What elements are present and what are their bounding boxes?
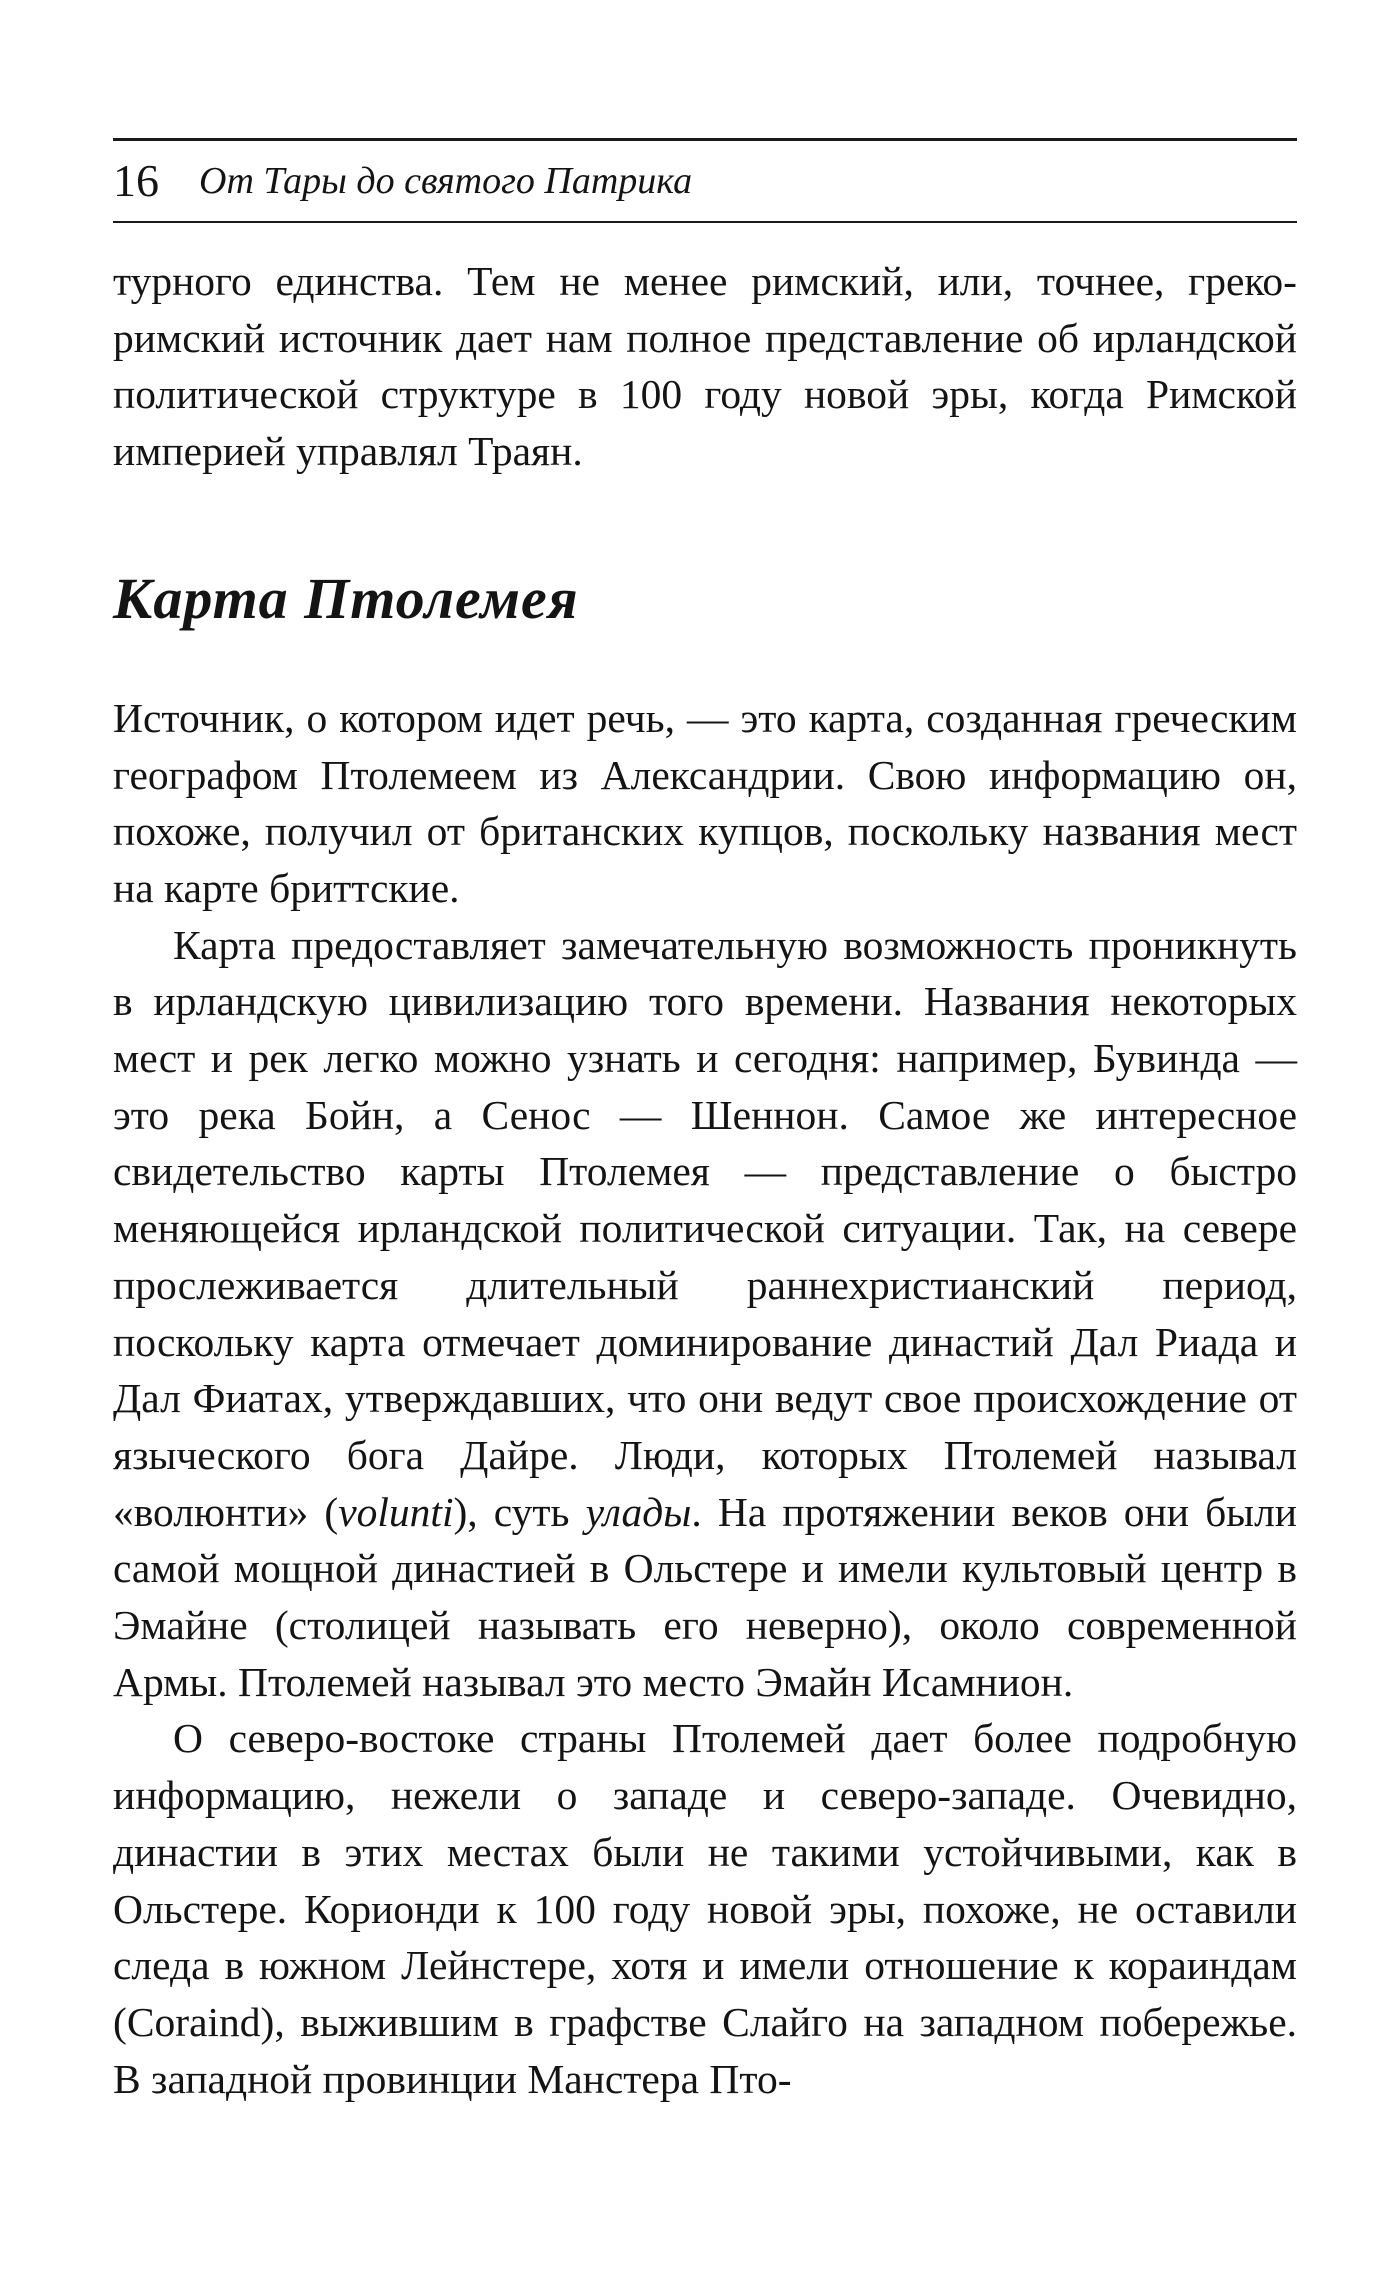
latin-term: volunti — [338, 1488, 454, 1535]
running-title: От Тары до святого Патрика — [199, 160, 693, 202]
running-header — [113, 138, 1297, 223]
paragraph-1: Источник, о котором идет речь, — это карта, созданная греческим географом Птолемеем из Александрии. Свою информацию он, похоже, получил от британских купцов, поскольку названия мест на карте бриттские. — [113, 694, 1297, 911]
paragraph-2 — [113, 917, 1297, 1711]
book-page — [113, 138, 1297, 2107]
section-heading: Карта Птолемея — [113, 565, 579, 631]
paragraph-2-part-c: . На протяжении веков они были самой мощной династией в Ольстере и имели культовый центр в Эмайне (столицей называть его неверно), около современной Армы. Птолемей называл это место Эмайн Исамнион. — [113, 1488, 1297, 1705]
paragraph-2-part-b: ), суть — [453, 1488, 586, 1535]
page-number: 16 — [113, 155, 159, 206]
paragraph-2-part-a: Карта предоставляет замечательную возможность проникнуть в ирландскую цивилизацию того времени. Названия некоторых мест и рек легко можно узнать и сегодня: например, Бувинда — это река Бойн, а Сенос — Шеннон. Самое же интересное свидетельство карты Птолемея — представление о быстро меняющейся ирландской политической ситуации. Так, на севере прослеживается длительный раннехристианский период, поскольку карта отмечает доминирование династий Дал Риада и Дал Фиатах, утверждавших, что они ведут свое происхождение от языческого бога Дайре. Люди, которых Птолемей называл «волюнти» ( — [113, 921, 1297, 1535]
paragraph-continued: турного единства. Тем не менее римский, или, точнее, греко-римский источник дает нам полное представление об ирландской политической структуре в 100 году новой эры, когда Римской империей управлял Траян. — [113, 258, 1297, 475]
paragraph-3: О северо-востоке страны Птолемей дает более подробную информацию, нежели о западе и северо-западе. Очевидно, династии в этих местах были не такими устойчивыми, как в Ольстере. Кориoнди к 100 году новой эры, похоже, не оставили следа в южном Лейнстере, хотя и имели отношение к кораиндам (Coraind), выжившим в графстве Слайго на западном побережье. В западной провинции Манстера Пто- — [113, 1715, 1297, 2102]
italic-term: улады — [585, 1488, 692, 1535]
